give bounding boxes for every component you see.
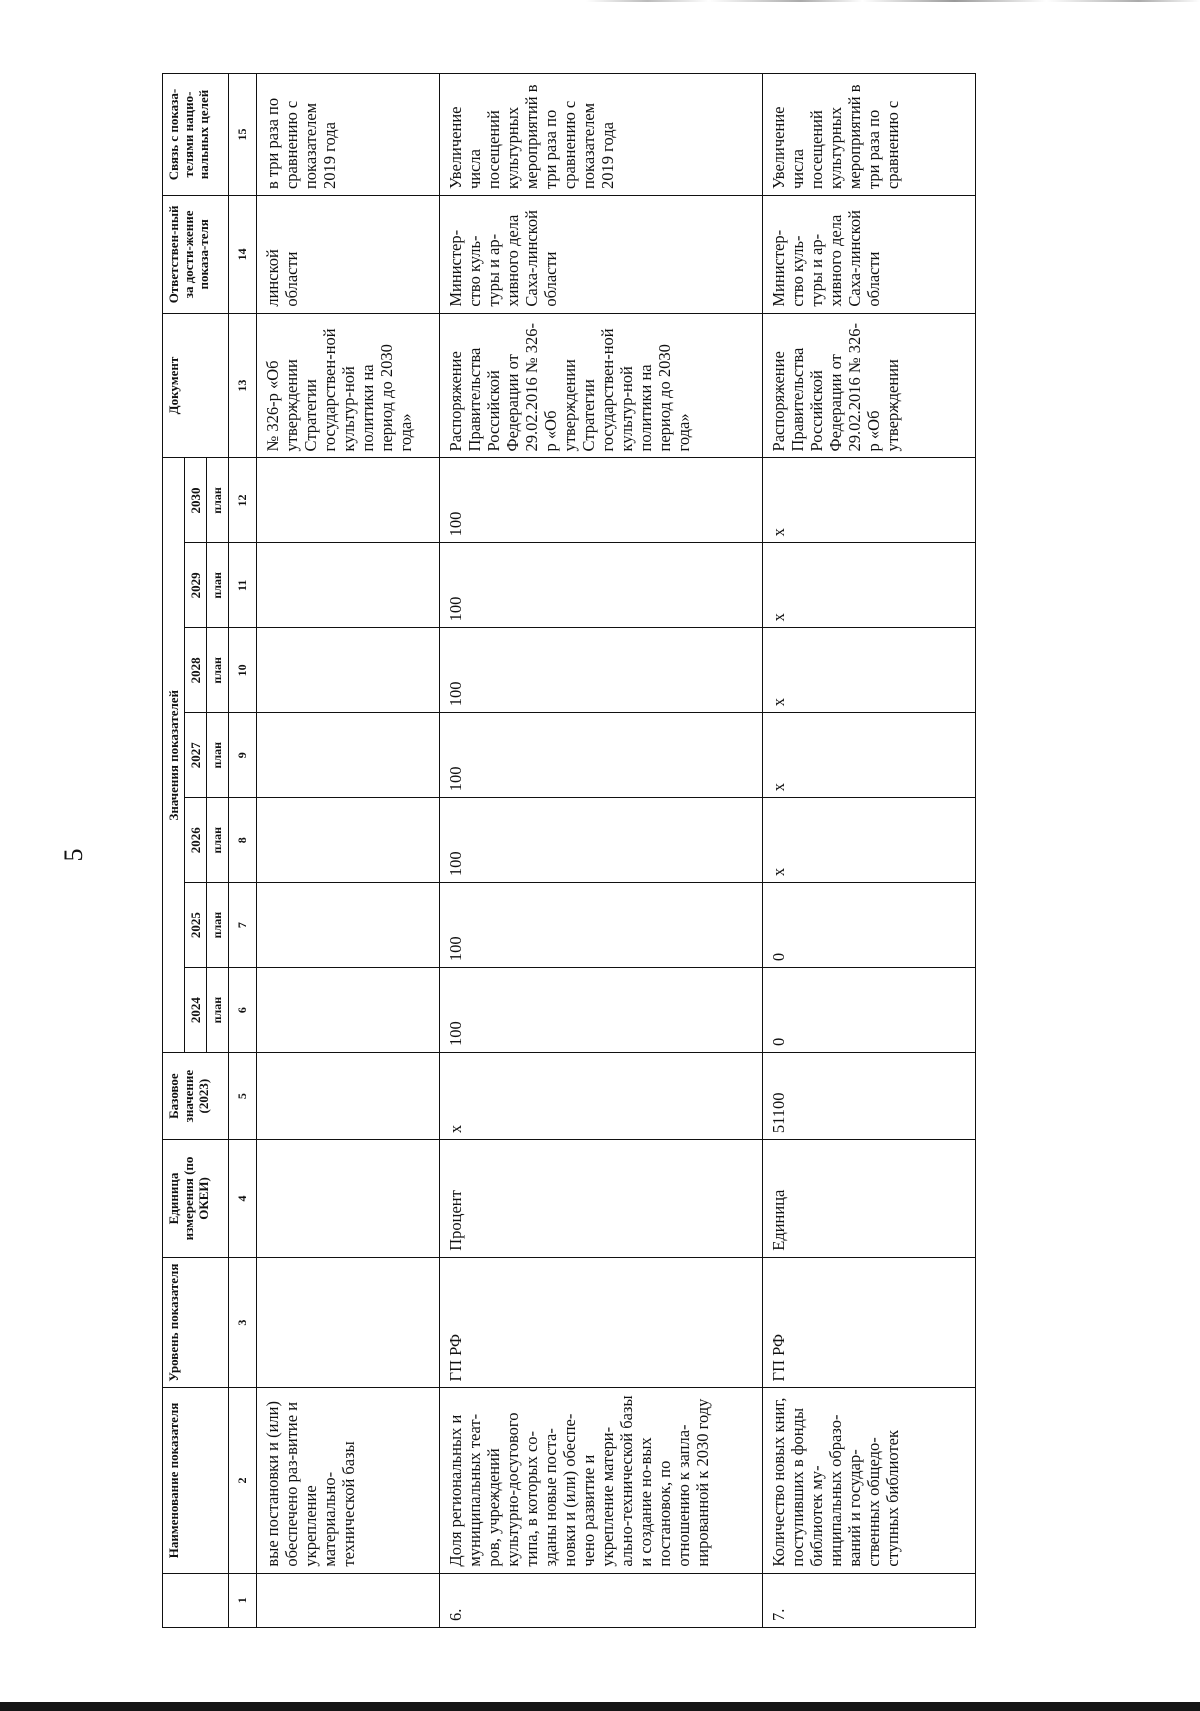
document-reference: № 326-р «Об утверждении Стратегии государствен-ной культур-ной политики на период до 2030 года» bbox=[257, 313, 440, 458]
column-number: 4 bbox=[229, 1140, 257, 1258]
header-year: 2030 bbox=[185, 458, 207, 543]
indicator-base-value: 51100 bbox=[763, 1053, 976, 1140]
row-number: 6. bbox=[440, 1573, 763, 1627]
header-year: 2028 bbox=[185, 628, 207, 713]
page-number: 5 bbox=[59, 848, 88, 862]
column-number: 10 bbox=[229, 628, 257, 713]
value-2027 bbox=[257, 713, 440, 798]
header-document: Документ bbox=[163, 313, 229, 458]
value-2028 bbox=[257, 628, 440, 713]
responsible-party: линской области bbox=[257, 196, 440, 314]
header-national-goals-link: Связь с показа-телями нацио-нальных целей bbox=[163, 74, 229, 196]
national-goal-link: в три раза по сравнению с показателем 2019 года bbox=[257, 74, 440, 196]
header-year: 2027 bbox=[185, 713, 207, 798]
indicator-name: вые постановки и (или) обеспечено раз-витие и укрепление материально-технической базы bbox=[257, 1388, 440, 1573]
column-number: 13 bbox=[229, 313, 257, 458]
indicator-unit: Единица bbox=[763, 1140, 976, 1258]
value-2030: 100 bbox=[440, 458, 763, 543]
value-2026 bbox=[257, 798, 440, 883]
value-2025: 100 bbox=[440, 883, 763, 968]
national-goal-link: Увеличение числа посещений культурных мероприятий в три раза по сравнению с показателем 2019 года bbox=[440, 74, 763, 196]
row-number: 7. bbox=[763, 1573, 976, 1627]
indicator-level bbox=[257, 1257, 440, 1388]
indicators-table bbox=[162, 73, 976, 1628]
national-goal-link: Увеличение числа посещений культурных мероприятий в три раза по сравнению с bbox=[763, 74, 976, 196]
column-number: 8 bbox=[229, 798, 257, 883]
header-year: 2029 bbox=[185, 543, 207, 628]
indicator-name: Доля региональных и муниципальных теат-ров, учреждений культурно-досугового типа, в которых со-зданы новые поста-новки и (или) обеспе-чено развитие и укрепление матери-ально-технической базы и создание но-вых постановок, по отношению к запла-нированной к 2030 году bbox=[440, 1388, 763, 1573]
value-2027: х bbox=[763, 713, 976, 798]
value-2029: 100 bbox=[440, 543, 763, 628]
value-2024 bbox=[257, 968, 440, 1053]
value-2028: х bbox=[763, 628, 976, 713]
header-indicator-level: Уровень показателя bbox=[163, 1257, 229, 1388]
scan-bottom-edge bbox=[0, 1702, 1200, 1711]
header-responsible: Ответствен-ный за дости-жение показа-теля bbox=[163, 196, 229, 314]
table-row bbox=[257, 74, 440, 1628]
column-number: 15 bbox=[229, 74, 257, 196]
row-number bbox=[257, 1573, 440, 1627]
value-2024: 0 bbox=[763, 968, 976, 1053]
responsible-party: Министер-ство куль-туры и ар-хивного дела Саха-линской области bbox=[763, 196, 976, 314]
header-row-1 bbox=[163, 74, 185, 1628]
indicator-level: ГП РФ bbox=[440, 1257, 763, 1388]
value-2029 bbox=[257, 543, 440, 628]
value-2030 bbox=[257, 458, 440, 543]
header-year: 2024 bbox=[185, 968, 207, 1053]
column-number: 3 bbox=[229, 1257, 257, 1388]
header-unit: Единица измерения (по ОКЕИ) bbox=[163, 1140, 229, 1258]
header-plan: план bbox=[207, 968, 229, 1053]
column-number: 2 bbox=[229, 1388, 257, 1573]
header-base-value: Базовое значение (2023) bbox=[163, 1053, 229, 1140]
header-row-column-numbers bbox=[229, 74, 257, 1628]
column-number: 1 bbox=[229, 1573, 257, 1627]
header-plan: план bbox=[207, 883, 229, 968]
indicator-unit bbox=[257, 1140, 440, 1258]
column-number: 7 bbox=[229, 883, 257, 968]
table-row bbox=[440, 74, 763, 1628]
indicator-base-value bbox=[257, 1053, 440, 1140]
document-reference: Распоряжение Правительства Российской Федерации от 29.02.2016 № 326-р «Об утверждении bbox=[763, 313, 976, 458]
column-number: 11 bbox=[229, 543, 257, 628]
column-number: 14 bbox=[229, 196, 257, 314]
header-plan: план bbox=[207, 543, 229, 628]
indicator-level: ГП РФ bbox=[763, 1257, 976, 1388]
value-2026: х bbox=[763, 798, 976, 883]
value-2028: 100 bbox=[440, 628, 763, 713]
scan-edge-artifact bbox=[586, 0, 1200, 2]
value-2026: 100 bbox=[440, 798, 763, 883]
header-values-group: Значения показателей bbox=[163, 458, 185, 1053]
value-2025: 0 bbox=[763, 883, 976, 968]
value-2029: х bbox=[763, 543, 976, 628]
rotated-table-wrapper bbox=[162, 73, 1162, 1628]
value-2030: х bbox=[763, 458, 976, 543]
header-year: 2025 bbox=[185, 883, 207, 968]
column-number: 5 bbox=[229, 1053, 257, 1140]
document-reference: Распоряжение Правительства Российской Федерации от 29.02.2016 № 326-р «Об утверждении Стратегии государствен-ной культур-ной политики на период до 2030 года» bbox=[440, 313, 763, 458]
header-year: 2026 bbox=[185, 798, 207, 883]
header-indicator-name: Наименование показателя bbox=[163, 1388, 229, 1573]
responsible-party: Министер-ство куль-туры и ар-хивного дела Саха-линской области bbox=[440, 196, 763, 314]
header-plan: план bbox=[207, 628, 229, 713]
indicator-base-value: х bbox=[440, 1053, 763, 1140]
value-2025 bbox=[257, 883, 440, 968]
value-2024: 100 bbox=[440, 968, 763, 1053]
indicator-unit: Процент bbox=[440, 1140, 763, 1258]
column-number: 6 bbox=[229, 968, 257, 1053]
indicator-name: Количество новых книг, поступивших в фонды библиотек му-ниципальных образо-ваний и государ-ственных общедо-ступных библиотек bbox=[763, 1388, 976, 1573]
value-2027: 100 bbox=[440, 713, 763, 798]
rotated-table-container bbox=[162, 73, 1162, 1628]
table-row bbox=[763, 74, 976, 1628]
header-plan: план bbox=[207, 458, 229, 543]
column-number: 9 bbox=[229, 713, 257, 798]
header-col-1 bbox=[163, 1573, 229, 1627]
header-plan: план bbox=[207, 798, 229, 883]
header-plan: план bbox=[207, 713, 229, 798]
column-number: 12 bbox=[229, 458, 257, 543]
